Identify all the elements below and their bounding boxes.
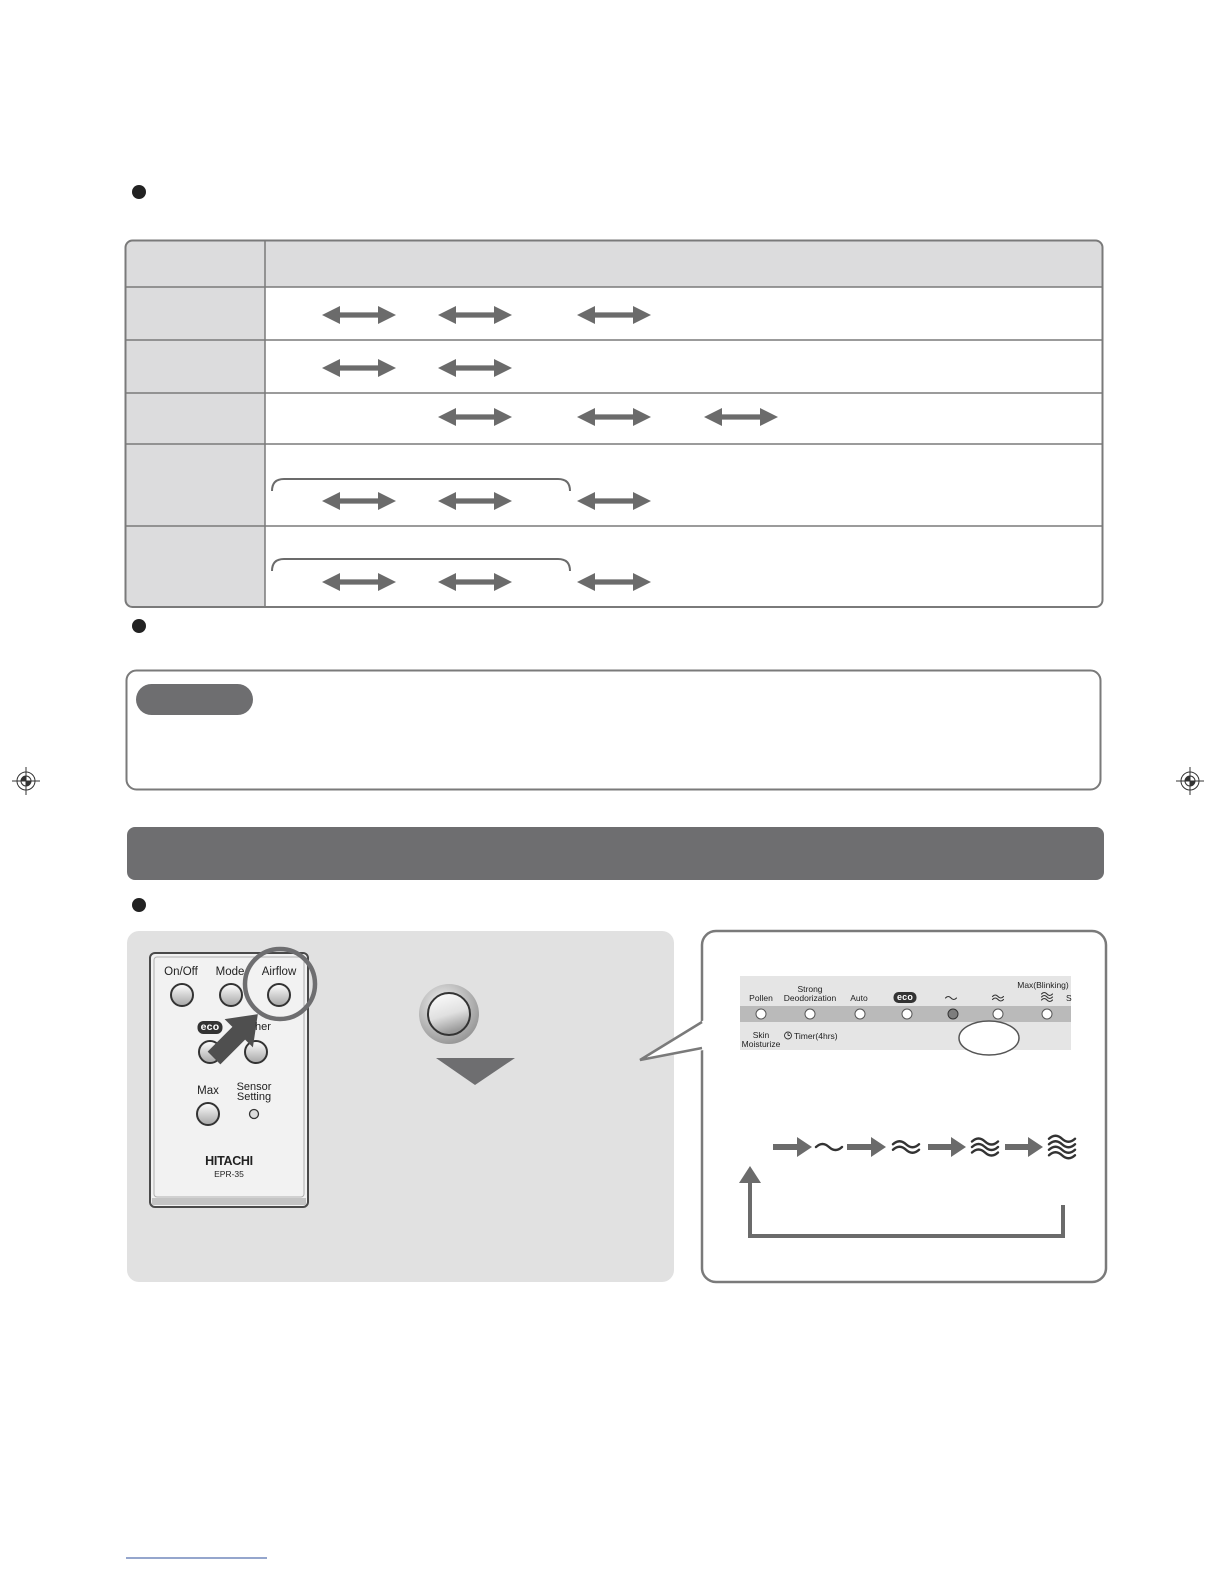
indicator-light <box>756 1009 766 1019</box>
indicator-light <box>948 1009 958 1019</box>
double-arrow <box>322 573 396 591</box>
timer-button <box>245 1041 267 1063</box>
eco-badge: eco <box>894 992 917 1003</box>
double-arrow <box>577 306 651 324</box>
bullet <box>132 185 146 199</box>
skin-moisturize-label: Skin Moisturize <box>741 1029 781 1049</box>
on-off-label: On/Off <box>164 966 198 978</box>
sensor-setting-button <box>250 1110 259 1119</box>
double-arrow <box>577 408 651 426</box>
airflow-button <box>268 984 290 1006</box>
model-number: EPR-35 <box>214 1169 244 1179</box>
indicator-light <box>993 1009 1003 1019</box>
note-box <box>127 671 1101 790</box>
group-bracket <box>272 479 570 491</box>
note-heading-pill <box>136 684 253 715</box>
double-arrow <box>322 359 396 377</box>
eco-badge: eco <box>198 1021 223 1034</box>
mode-label: Mode <box>215 966 245 978</box>
indicator-light <box>855 1009 865 1019</box>
max-blinking-label: Max(Blinking) <box>1017 979 1069 990</box>
registration-mark-icon <box>1176 767 1204 795</box>
bullet <box>132 898 146 912</box>
airflow-label: Airflow <box>261 966 297 978</box>
table-arrows <box>322 306 778 591</box>
pollen-label: Pollen <box>749 993 773 1003</box>
auto-label: Auto <box>850 993 868 1003</box>
section-heading-bar <box>127 827 1104 880</box>
group-bracket <box>272 559 570 571</box>
lit-indicator-callout-oval <box>959 1021 1019 1055</box>
max-button <box>197 1103 219 1125</box>
timer-label: her <box>255 1021 271 1033</box>
note-box-frame <box>127 671 1101 790</box>
max-label: Max <box>197 1085 219 1097</box>
double-arrow <box>438 492 512 510</box>
double-arrow <box>438 408 512 426</box>
comparison-table <box>126 241 1103 608</box>
table-border <box>126 241 1103 608</box>
remote-bottom-shade <box>152 1198 306 1205</box>
sensor-setting-label: Sensor Setting <box>236 1081 272 1103</box>
double-arrow <box>438 359 512 377</box>
brand-logo: HITACHI <box>205 1154 253 1168</box>
bullet <box>132 619 146 633</box>
double-arrow <box>438 573 512 591</box>
table-row-header-column <box>126 287 265 607</box>
double-arrow <box>322 306 396 324</box>
double-arrow <box>577 573 651 591</box>
double-arrow <box>704 408 778 426</box>
strong-deodorization-label: Strong Deodorization <box>783 983 837 1003</box>
on-off-button <box>171 984 193 1006</box>
indicator-light <box>1042 1009 1052 1019</box>
indicator-light <box>805 1009 815 1019</box>
timer-4hrs-label: Timer(4hrs) <box>794 1030 838 1041</box>
mode-button <box>220 984 242 1006</box>
button-face <box>428 993 470 1035</box>
double-arrow <box>577 492 651 510</box>
registration-mark-icon <box>12 767 40 795</box>
table-gridlines <box>126 241 1102 606</box>
table-header-row <box>126 241 1102 287</box>
clipped-label: S <box>1066 993 1072 1003</box>
indicator-light <box>902 1009 912 1019</box>
double-arrow <box>322 492 396 510</box>
double-arrow <box>438 306 512 324</box>
airflow-button-closeup <box>419 984 479 1044</box>
